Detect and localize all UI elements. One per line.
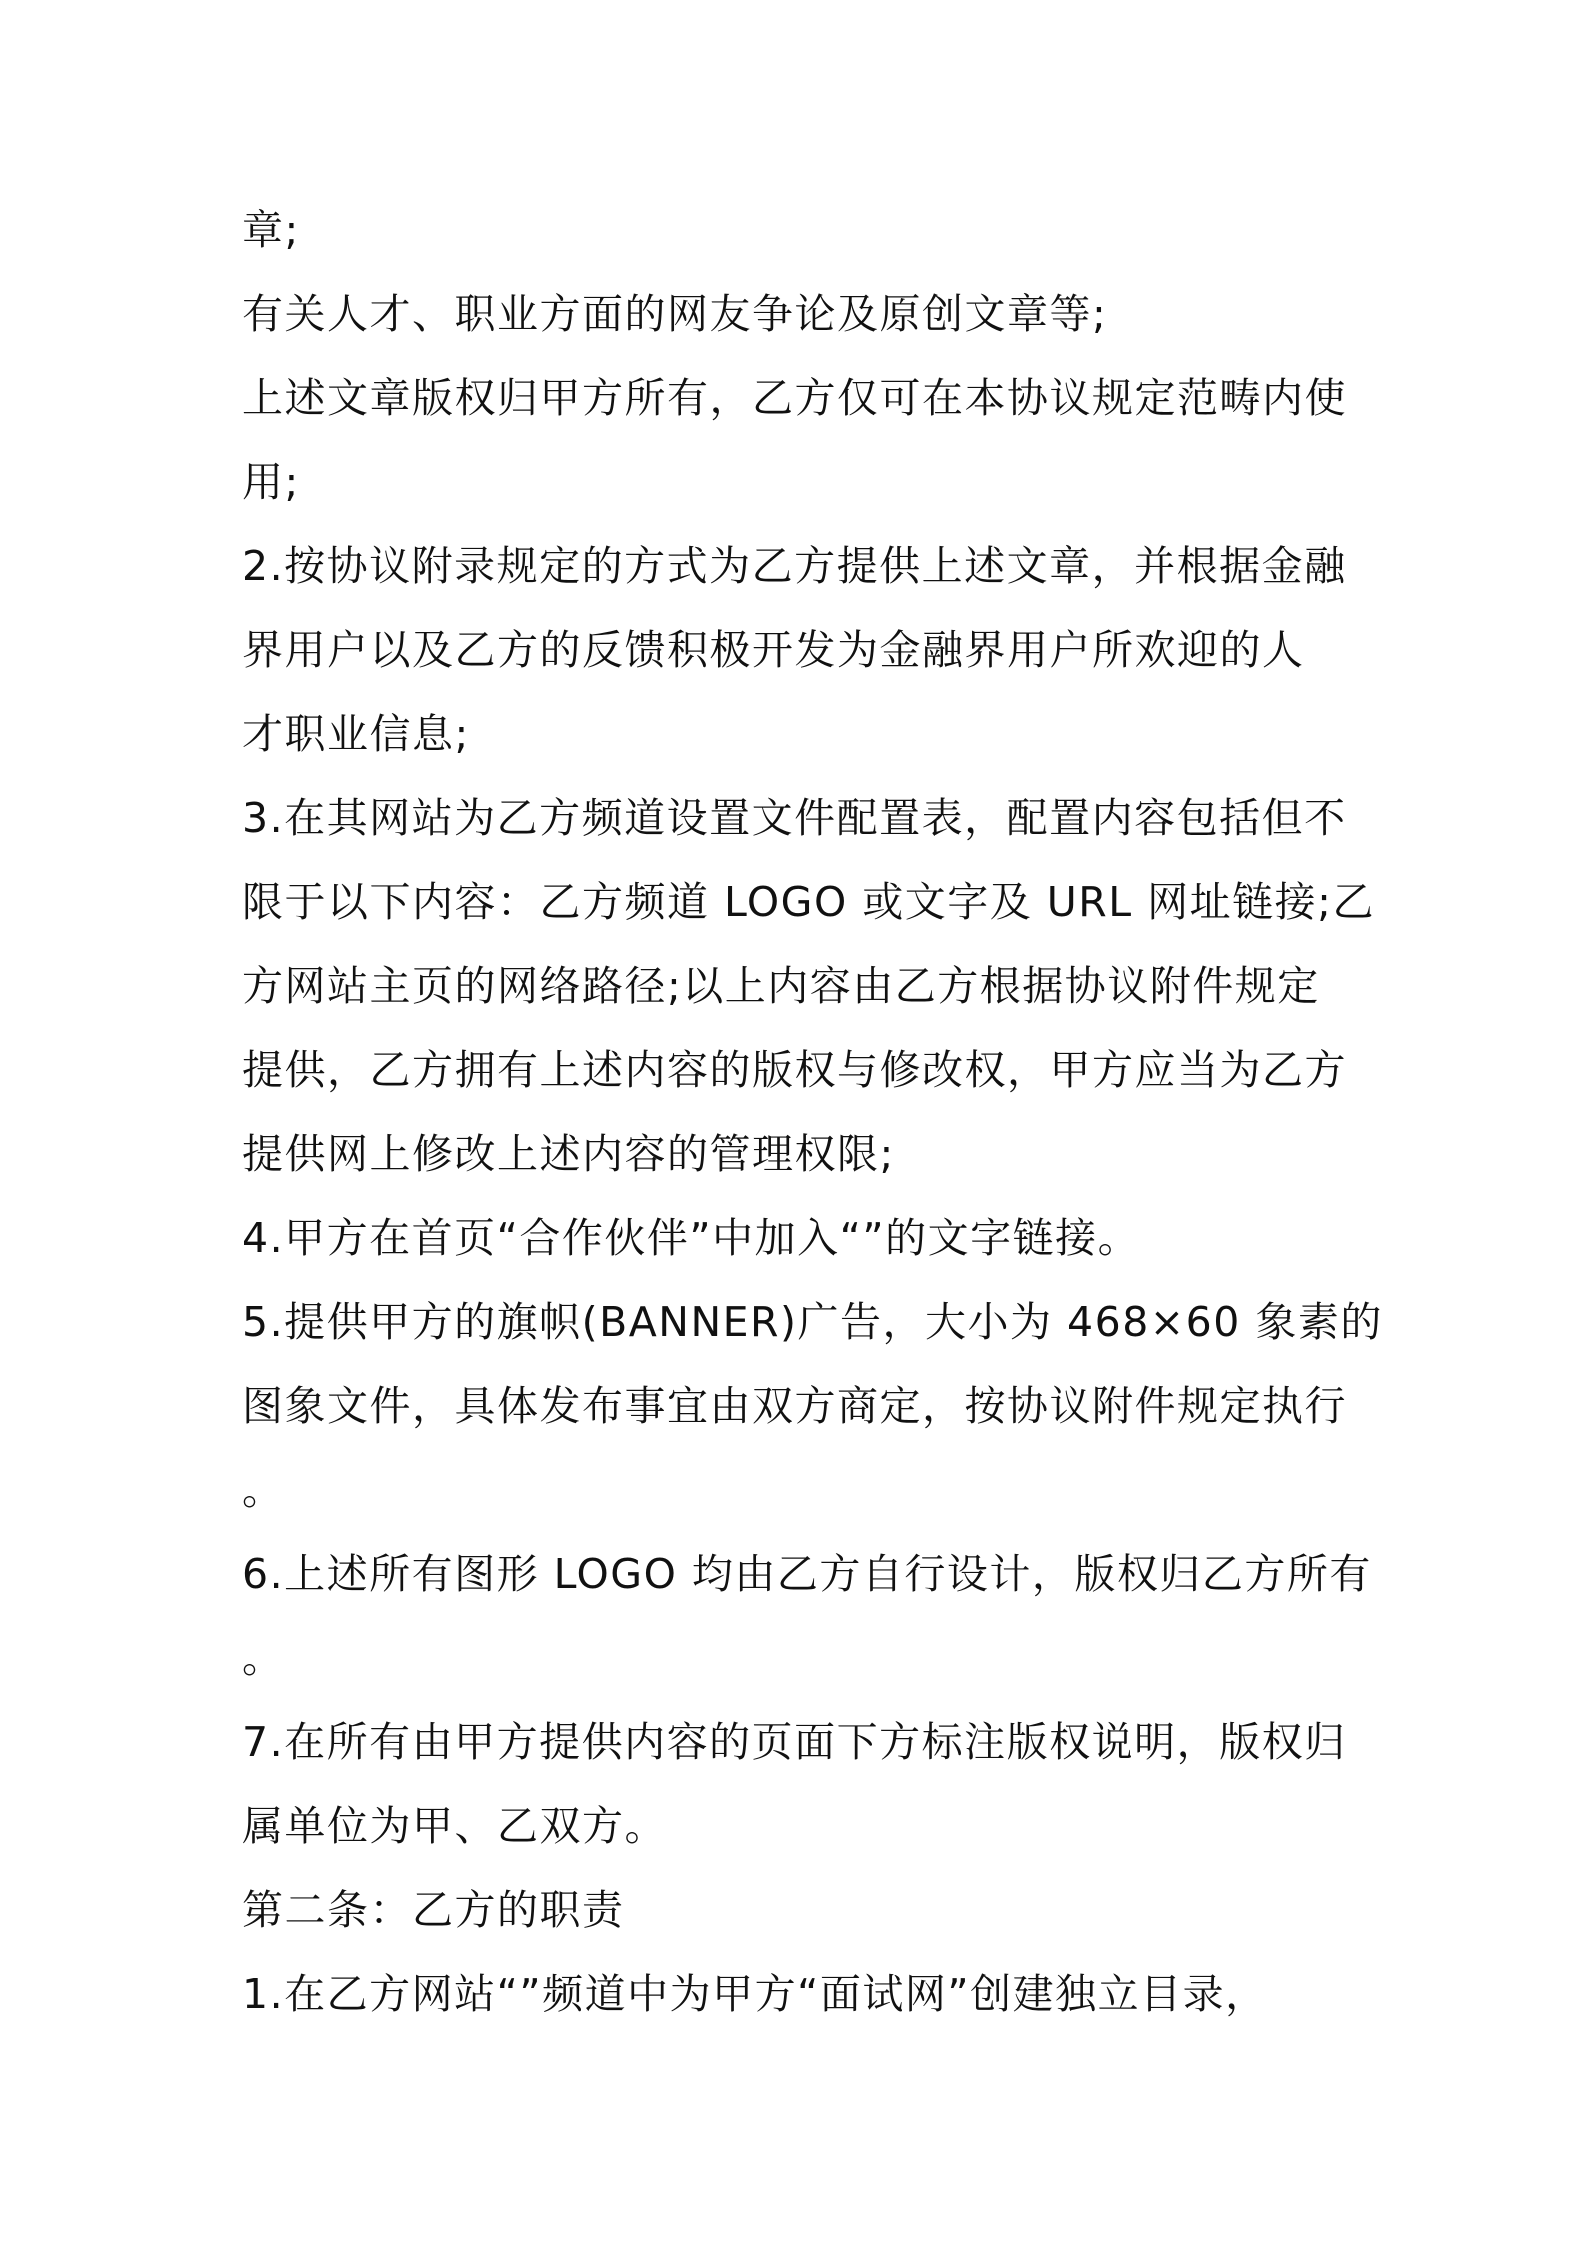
text-line: 章;: [242, 206, 300, 254]
text-line: 1.在乙方网站“”频道中为甲方“面试网”创建独立目录，: [242, 1970, 1268, 2018]
text-line: 6.上述所有图形 LOGO 均由乙方自行设计，版权归乙方所有: [242, 1550, 1372, 1598]
text-line: 属单位为甲、乙双方。: [242, 1802, 667, 1850]
text-line: 。: [242, 1634, 285, 1682]
text-line: 提供，乙方拥有上述内容的版权与修改权，甲方应当为乙方: [242, 1046, 1347, 1094]
text-line: 界用户以及乙方的反馈积极开发为金融界用户所欢迎的人: [242, 626, 1305, 674]
text-line: 3.在其网站为乙方频道设置文件配置表，配置内容包括但不: [242, 794, 1347, 842]
text-line: 2.按协议附录规定的方式为乙方提供上述文章，并根据金融: [242, 542, 1347, 590]
text-line: 图象文件，具体发布事宜由双方商定，按协议附件规定执行: [242, 1382, 1347, 1430]
text-line: 5.提供甲方的旗帜(BANNER)广告，大小为 468×60 象素的: [242, 1298, 1383, 1346]
text-line: 提供网上修改上述内容的管理权限;: [242, 1130, 895, 1178]
text-line: 有关人才、职业方面的网友争论及原创文章等;: [242, 290, 1108, 338]
text-line: 方网站主页的网络路径;以上内容由乙方根据协议附件规定: [242, 962, 1320, 1010]
text-line: 上述文章版权归甲方所有，乙方仅可在本协议规定范畴内使: [242, 374, 1347, 422]
text-line: 。: [242, 1466, 285, 1514]
text-line: 7.在所有由甲方提供内容的页面下方标注版权说明，版权归: [242, 1718, 1347, 1766]
section-heading: 第二条：乙方的职责: [242, 1886, 625, 1934]
document-body: [242, 188, 1383, 2036]
text-line: 用;: [242, 458, 300, 506]
text-line: 才职业信息;: [242, 710, 470, 758]
text-line: 限于以下内容：乙方频道 LOGO 或文字及 URL 网址链接;乙: [242, 878, 1375, 926]
text-line: 4.甲方在首页“合作伙伴”中加入“”的文字链接。: [242, 1214, 1141, 1262]
